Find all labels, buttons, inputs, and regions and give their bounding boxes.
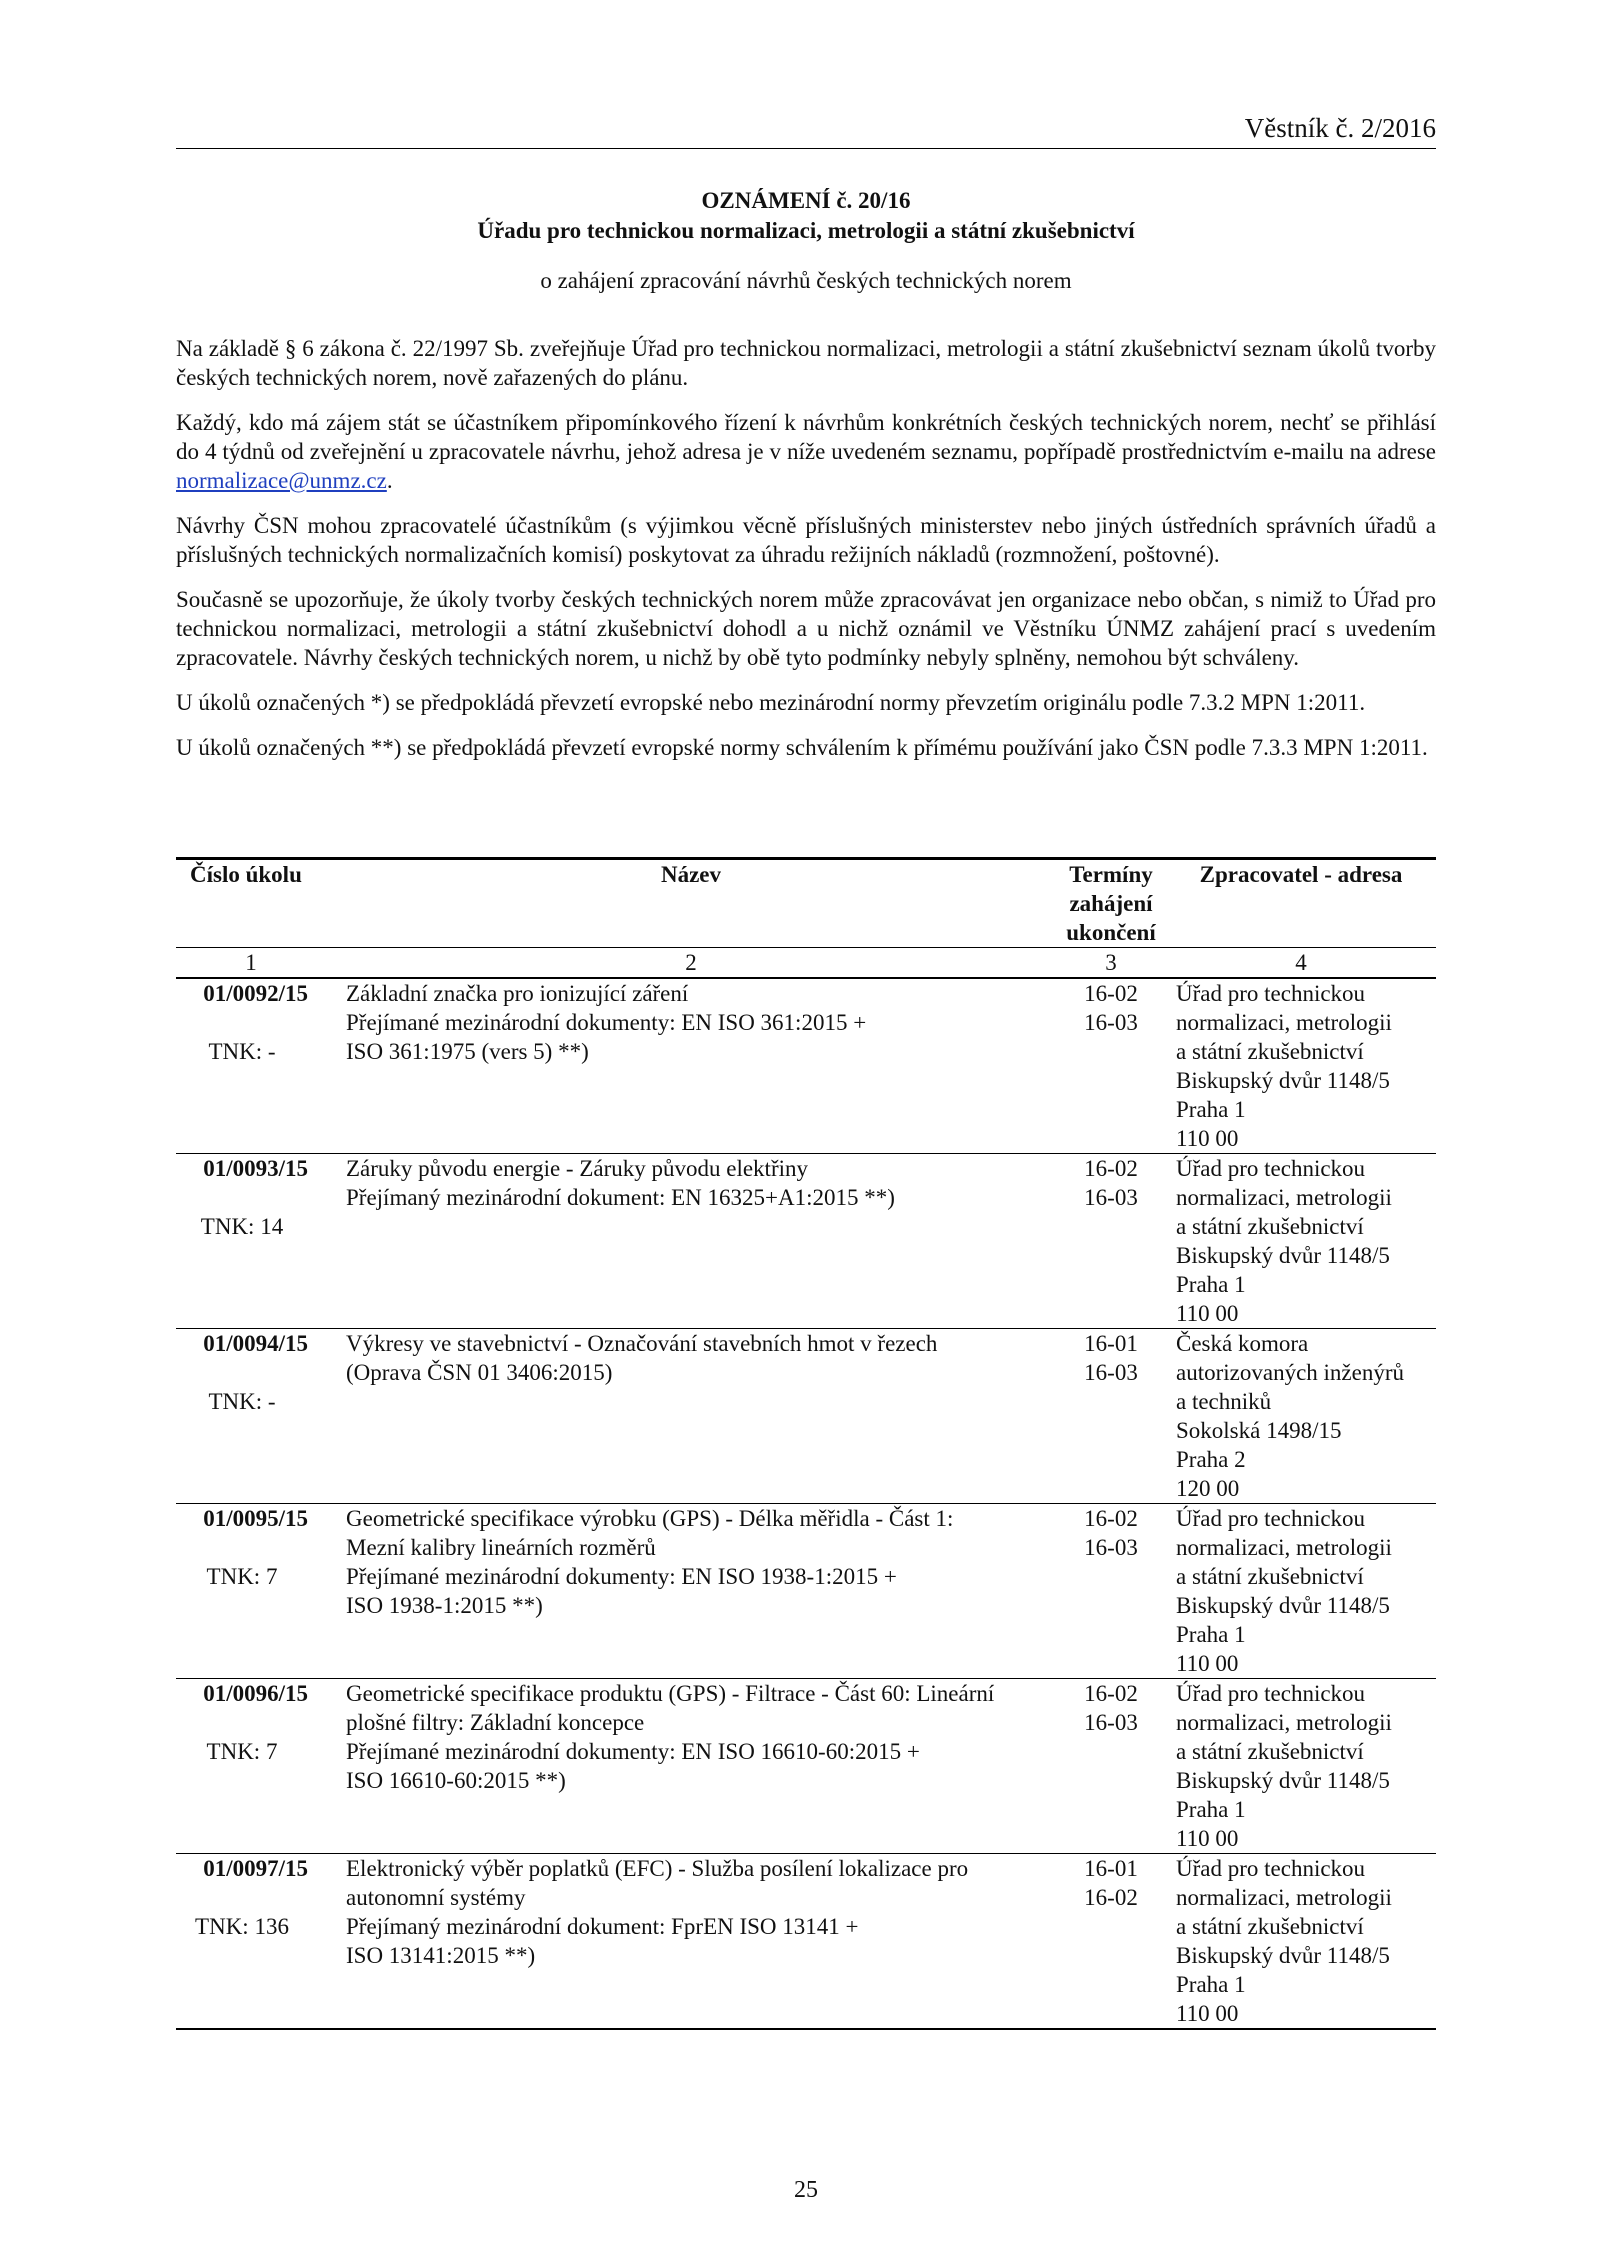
processor-line: Úřad pro technickou — [1176, 1156, 1366, 1181]
processor-line: Biskupský dvůr 1148/5 — [1176, 1943, 1390, 1968]
task-name-line: Základní značka pro ionizující záření — [346, 981, 689, 1006]
task-terms-cell — [1056, 1679, 1166, 1854]
processor-line: normalizaci, metrologii — [1176, 1710, 1392, 1735]
processor-line: a státní zkušebnictví — [1176, 1914, 1364, 1939]
paragraph-end: . — [386, 468, 393, 493]
processor-line: a státní zkušebnictví — [1176, 1739, 1364, 1764]
processor-cell — [1166, 1679, 1436, 1854]
task-name-cell — [326, 1504, 1056, 1679]
task-terms-cell — [1056, 1154, 1166, 1329]
processor-line: 110 00 — [1176, 2001, 1239, 2026]
processor-line: normalizaci, metrologii — [1176, 1885, 1392, 1910]
task-name-line: Přejímané mezinárodní dokumenty: EN ISO 1938-1:2015 + — [346, 1564, 897, 1589]
processor-line: Biskupský dvůr 1148/5 — [1176, 1593, 1390, 1618]
task-code-cell — [176, 1329, 326, 1504]
processor-cell — [1166, 1504, 1436, 1679]
processor-line: Praha 1 — [1176, 1972, 1246, 1997]
task-name-line: Mezní kalibry lineárních rozměrů — [346, 1535, 656, 1560]
task-terms-cell — [1056, 978, 1166, 1154]
task-terms-cell — [1056, 1854, 1166, 2030]
announcement-number: OZNÁMENÍ č. 20/16 — [701, 188, 911, 213]
processor-line: 120 00 — [1176, 1476, 1240, 1501]
tnk-label: TNK: 7 — [206, 1739, 278, 1764]
end-term: 16-02 — [1084, 1885, 1138, 1910]
task-name-line: Přejímané mezinárodní dokumenty: EN ISO 361:2015 + — [346, 1010, 867, 1035]
task-terms-cell — [1056, 1504, 1166, 1679]
tnk-label: TNK: - — [208, 1389, 276, 1414]
task-name-line: autonomní systémy — [346, 1885, 526, 1910]
task-name-line: ISO 1938-1:2015 **) — [346, 1593, 543, 1618]
processor-line: Praha 1 — [1176, 1097, 1246, 1122]
start-term: 16-02 — [1084, 1156, 1138, 1181]
header-terms-line3: ukončení — [1066, 920, 1156, 945]
processor-line: Biskupský dvůr 1148/5 — [1176, 1068, 1390, 1093]
email-link[interactable]: normalizace@unmz.cz — [176, 468, 387, 493]
header-task-number: Číslo úkolu — [176, 859, 326, 948]
processor-cell — [1166, 1854, 1436, 2030]
processor-line: 110 00 — [1176, 1651, 1239, 1676]
paragraph-processing-conditions: Současně se upozorňuje, že úkoly tvorby českých technických norem může zpracovávat jen organizace nebo občan, s nimiž to Úřad pro technickou normalizaci, metrologii a státní zkušebnictví dohodl a u nichž oznámil ve Věstníku ÚNMZ zahájení prací s uvedením zpracovatele. Návrhy českých technických norem, u nichž by obě tyto podmínky nebyly splněny, nemohou být schváleny. — [176, 587, 1436, 670]
processor-line: a techniků — [1176, 1389, 1272, 1414]
processor-line: Praha 1 — [1176, 1272, 1246, 1297]
table-row — [176, 1329, 1436, 1504]
task-code: 01/0094/15 — [203, 1331, 308, 1356]
paragraph-comment-procedure — [176, 408, 1436, 495]
issuing-office: Úřadu pro technickou normalizaci, metrologii a státní zkušebnictví — [477, 218, 1135, 243]
column-number-row — [176, 948, 1436, 979]
task-name-line: Záruky původu energie - Záruky původu elektřiny — [346, 1156, 808, 1181]
task-name-line: Geometrické specifikace produktu (GPS) - Filtrace - Část 60: Lineární — [346, 1681, 995, 1706]
task-name-line: Geometrické specifikace výrobku (GPS) - Délka měřidla - Část 1: — [346, 1506, 954, 1531]
processor-line: Sokolská 1498/15 — [1176, 1418, 1342, 1443]
task-name-line: ISO 16610-60:2015 **) — [346, 1768, 566, 1793]
task-name-cell — [326, 1154, 1056, 1329]
processor-line: 110 00 — [1176, 1126, 1239, 1151]
processor-line: a státní zkušebnictví — [1176, 1039, 1364, 1064]
end-term: 16-03 — [1084, 1185, 1138, 1210]
task-name-line: plošné filtry: Základní koncepce — [346, 1710, 645, 1735]
column-number: 4 — [1166, 948, 1436, 979]
start-term: 16-02 — [1084, 981, 1138, 1006]
task-code: 01/0095/15 — [203, 1506, 308, 1531]
processor-line: normalizaci, metrologii — [1176, 1010, 1392, 1035]
announcement-subject: o zahájení zpracování návrhů českých technických norem — [540, 268, 1072, 293]
header-terms-line2: zahájení — [1069, 891, 1153, 916]
task-code-cell — [176, 1504, 326, 1679]
paragraph-note-single-asterisk: U úkolů označených *) se předpokládá převzetí evropské nebo mezinárodní normy převzetím originálu podle 7.3.2 MPN 1:2011. — [176, 690, 1366, 715]
processor-cell — [1166, 1329, 1436, 1504]
task-code: 01/0096/15 — [203, 1681, 308, 1706]
page-header — [176, 112, 1436, 149]
start-term: 16-02 — [1084, 1506, 1138, 1531]
header-terms — [1056, 859, 1166, 948]
paragraph-drafts-fee: Návrhy ČSN mohou zpracovatelé účastníkům (s výjimkou věcně příslušných ministerstev nebo jiných ústředních správních úřadů a příslušných technických normalizačních komisí) poskytovat za úhradu režijních nákladů (rozmnožení, poštovné). — [176, 513, 1436, 567]
task-name-cell — [326, 1329, 1056, 1504]
processor-cell — [1166, 1154, 1436, 1329]
task-code-cell — [176, 1854, 326, 2030]
table-row — [176, 1854, 1436, 2030]
end-term: 16-03 — [1084, 1710, 1138, 1735]
task-name-line: Elektronický výběr poplatků (EFC) - Služba posílení lokalizace pro — [346, 1856, 969, 1881]
tnk-label: TNK: 14 — [200, 1214, 284, 1239]
announcement-body — [176, 334, 1436, 778]
announcement-title — [176, 186, 1436, 295]
processor-line: 110 00 — [1176, 1301, 1239, 1326]
task-code: 01/0097/15 — [203, 1856, 308, 1881]
start-term: 16-01 — [1084, 1331, 1138, 1356]
task-code-cell — [176, 1154, 326, 1329]
processor-line: 110 00 — [1176, 1826, 1239, 1851]
task-name-line: (Oprava ČSN 01 3406:2015) — [346, 1360, 613, 1385]
processor-line: Praha 1 — [1176, 1797, 1246, 1822]
processor-line: autorizovaných inženýrů — [1176, 1360, 1404, 1385]
start-term: 16-02 — [1084, 1681, 1138, 1706]
processor-line: Biskupský dvůr 1148/5 — [1176, 1243, 1390, 1268]
task-name-line: ISO 361:1975 (vers 5) **) — [346, 1039, 589, 1064]
task-terms-cell — [1056, 1329, 1166, 1504]
start-term: 16-01 — [1084, 1856, 1138, 1881]
table-row — [176, 1679, 1436, 1854]
processor-line: Biskupský dvůr 1148/5 — [1176, 1768, 1390, 1793]
processor-line: normalizaci, metrologii — [1176, 1535, 1392, 1560]
header-processor: Zpracovatel - adresa — [1166, 859, 1436, 948]
column-number: 3 — [1056, 948, 1166, 979]
table-row — [176, 978, 1436, 1154]
task-name-line: Přejímaný mezinárodní dokument: FprEN ISO 13141 + — [346, 1914, 859, 1939]
end-term: 16-03 — [1084, 1535, 1138, 1560]
header-terms-line1: Termíny — [1069, 862, 1153, 887]
paragraph-legal-basis: Na základě § 6 zákona č. 22/1997 Sb. zveřejňuje Úřad pro technickou normalizaci, metrologii a státní zkušebnictví seznam úkolů tvorby českých technických norem, nově zařazených do plánu. — [176, 336, 1436, 390]
processor-cell — [1166, 978, 1436, 1154]
task-name-line: Přejímané mezinárodní dokumenty: EN ISO 16610-60:2015 + — [346, 1739, 920, 1764]
tnk-label: TNK: 136 — [195, 1914, 289, 1939]
processor-line: Úřad pro technickou — [1176, 981, 1366, 1006]
processor-line: a státní zkušebnictví — [1176, 1564, 1364, 1589]
task-code: 01/0092/15 — [203, 981, 308, 1006]
task-name-line: Výkresy ve stavebnictví - Označování stavebních hmot v řezech — [346, 1331, 938, 1356]
table-row — [176, 1504, 1436, 1679]
processor-line: Česká komora — [1176, 1331, 1309, 1356]
end-term: 16-03 — [1084, 1360, 1138, 1385]
processor-line: Praha 1 — [1176, 1622, 1246, 1647]
column-number: 1 — [176, 948, 326, 979]
task-code-cell — [176, 978, 326, 1154]
column-number: 2 — [326, 948, 1056, 979]
tasks-table — [176, 857, 1436, 2030]
tnk-label: TNK: 7 — [206, 1564, 278, 1589]
processor-line: Úřad pro technickou — [1176, 1856, 1366, 1881]
table-header-row — [176, 859, 1436, 948]
processor-line: Úřad pro technickou — [1176, 1506, 1366, 1531]
processor-line: normalizaci, metrologii — [1176, 1185, 1392, 1210]
tnk-label: TNK: - — [208, 1039, 276, 1064]
page-number: 25 — [794, 2177, 818, 2203]
processor-line: Praha 2 — [1176, 1447, 1246, 1472]
task-name-line: Přejímaný mezinárodní dokument: EN 16325+A1:2015 **) — [346, 1185, 895, 1210]
header-name: Název — [326, 859, 1056, 948]
task-name-line: ISO 13141:2015 **) — [346, 1943, 536, 1968]
task-name-cell — [326, 978, 1056, 1154]
end-term: 16-03 — [1084, 1010, 1138, 1035]
task-name-cell — [326, 1679, 1056, 1854]
processor-line: a státní zkušebnictví — [1176, 1214, 1364, 1239]
journal-issue: Věstník č. 2/2016 — [1244, 113, 1436, 143]
processor-line: Úřad pro technickou — [1176, 1681, 1366, 1706]
task-code-cell — [176, 1679, 326, 1854]
task-code: 01/0093/15 — [203, 1156, 308, 1181]
task-name-cell — [326, 1854, 1056, 2030]
table-row — [176, 1154, 1436, 1329]
document-page — [176, 0, 1436, 2263]
paragraph-note-double-asterisk: U úkolů označených **) se předpokládá převzetí evropské normy schválením k přímému používání jako ČSN podle 7.3.3 MPN 1:2011. — [176, 735, 1428, 760]
paragraph-text: Každý, kdo má zájem stát se účastníkem připomínkového řízení k návrhům konkrétních českých technických norem, nechť se přihlásí do 4 týdnů od zveřejnění u zpracovatele návrhu, jehož adresa je v níže uvedeném seznamu, popřípadě prostřednictvím e-mailu na adrese — [176, 410, 1436, 464]
